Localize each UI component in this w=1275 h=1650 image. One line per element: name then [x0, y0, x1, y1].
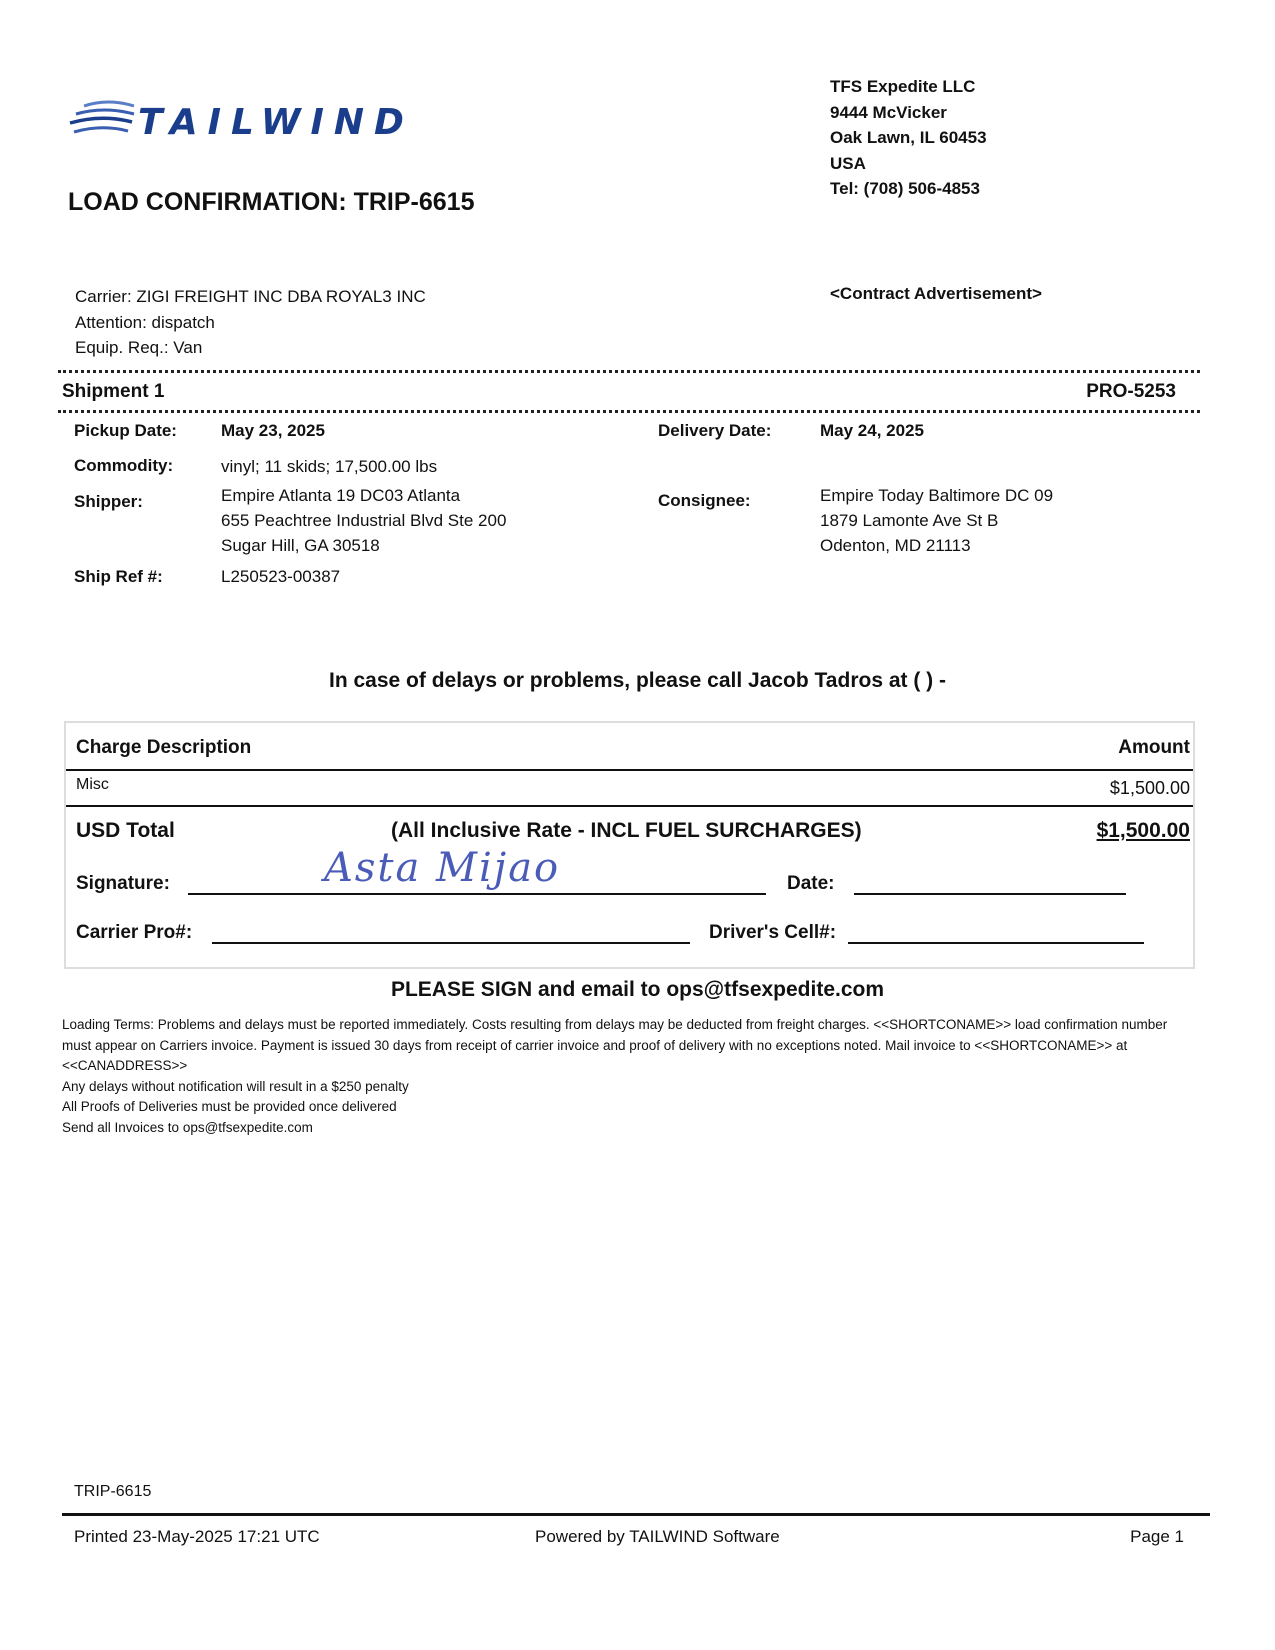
shipper-address — [221, 483, 506, 558]
signature-label: Signature: — [76, 873, 170, 894]
company-street: 9444 McVicker — [830, 102, 947, 122]
printed-timestamp: Printed 23-May-2025 17:21 UTC — [74, 1527, 320, 1546]
carrier-equipment: Equip. Req.: Van — [75, 338, 203, 357]
footer-trip: TRIP-6615 — [74, 1483, 152, 1500]
consignee-address — [820, 483, 1053, 558]
pickup-date-label: Pickup Date: — [74, 421, 177, 440]
commodity: vinyl; 11 skids; 17,500.00 lbs — [221, 457, 438, 476]
shipper-line: 655 Peachtree Industrial Blvd Ste 200 — [221, 511, 507, 530]
consignee-label: Consignee: — [658, 491, 751, 510]
consignee-line: Odenton, MD 21113 — [820, 536, 971, 555]
footer-divider — [62, 1513, 1210, 1516]
delay-notice: In case of delays or problems, please call Jacob Tadros at ( ) - — [329, 669, 946, 692]
delivery-date-label: Delivery Date: — [658, 421, 772, 440]
divider — [66, 805, 1193, 807]
pro-number: PRO-5253 — [1086, 381, 1176, 402]
sign-email-instruction: PLEASE SIGN and email to ops@tfsexpedite.com — [390, 978, 885, 1001]
charge-row-desc: Misc — [76, 776, 109, 793]
terms-line: Any delays without notification will result in a $250 penalty — [62, 1078, 409, 1094]
company-tel: Tel: (708) 506-4853 — [830, 179, 980, 198]
charge-description-header: Charge Description — [76, 737, 252, 758]
signature: Asta Mijao — [324, 845, 561, 891]
driver-cell-line[interactable] — [848, 924, 1144, 944]
logo-text: TAILWIND — [138, 102, 414, 143]
carrier-pro-label: Carrier Pro#: — [76, 922, 193, 943]
carrier-attention: Attention: dispatch — [75, 312, 215, 332]
shipper-line: Sugar Hill, GA 30518 — [221, 536, 380, 555]
carrier-name: Carrier: ZIGI FREIGHT INC DBA ROYAL3 INC — [75, 287, 426, 306]
contract-advertisement: <Contract Advertisement> — [830, 284, 1042, 303]
carrier-info — [75, 284, 426, 361]
loading-terms — [62, 1015, 1192, 1138]
tailwind-logo — [68, 100, 438, 150]
company-address — [830, 74, 987, 202]
ship-ref: L250523-00387 — [221, 567, 341, 586]
usd-total: $1,500.00 — [1096, 819, 1190, 842]
page-number: Page 1 — [1130, 1527, 1184, 1546]
carrier-pro-line[interactable] — [212, 924, 690, 944]
terms-line: Send all Invoices to ops@tfsexpedite.com — [62, 1119, 313, 1135]
charges-table — [64, 721, 1195, 969]
date-label: Date: — [787, 873, 835, 894]
divider — [66, 769, 1193, 771]
ship-ref-label: Ship Ref #: — [74, 567, 163, 586]
terms-line: All Proofs of Deliveries must be provided once delivered — [62, 1099, 397, 1114]
pickup-date: May 23, 2025 — [221, 421, 325, 440]
shipper-label: Shipper: — [74, 492, 143, 511]
rate-note: (All Inclusive Rate - INCL FUEL SURCHARGES) — [391, 819, 862, 842]
amount-header: Amount — [1118, 737, 1190, 758]
delivery-date: May 24, 2025 — [820, 421, 924, 440]
shipment-title: Shipment 1 — [62, 381, 165, 402]
driver-cell-label: Driver's Cell#: — [709, 922, 837, 943]
consignee-line: Empire Today Baltimore DC 09 — [820, 486, 1054, 505]
commodity-label: Commodity: — [74, 456, 174, 475]
terms-line: Loading Terms: Problems and delays must be reported immediately. Costs resulting from delays may be deducted from freight charges. <<SHORTCONAME>> load confirmation number must appear on Carriers invoice. Payment is issued 30 days from receipt of carrier invoice and proof of delivery with no exceptions noted. Mail invoice to <<SHORTCONAME>> at <<CANADDRESS>> — [62, 1017, 1168, 1073]
wind-swoosh-icon — [68, 100, 138, 144]
powered-by: Powered by TAILWIND Software — [535, 1527, 780, 1546]
consignee-line: 1879 Lamonte Ave St B — [820, 511, 999, 530]
date-line[interactable] — [854, 875, 1126, 895]
usd-total-label: USD Total — [76, 819, 175, 842]
divider — [58, 410, 1200, 413]
company-name: TFS Expedite LLC — [830, 77, 976, 96]
shipper-line: Empire Atlanta 19 DC03 Atlanta — [221, 486, 461, 505]
company-country: USA — [830, 153, 866, 173]
company-city: Oak Lawn, IL 60453 — [830, 128, 987, 147]
charge-row-amount: $1,500.00 — [1109, 778, 1190, 798]
page-title: LOAD CONFIRMATION: TRIP-6615 — [68, 188, 475, 216]
divider — [58, 370, 1200, 373]
